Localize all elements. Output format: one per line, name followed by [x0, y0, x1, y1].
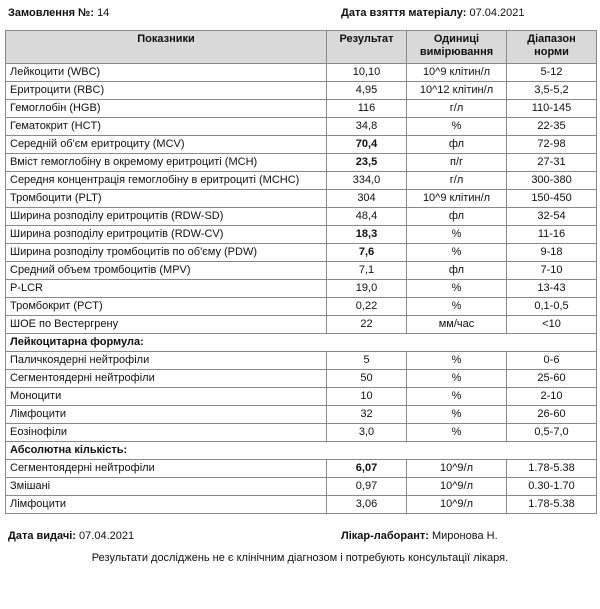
range-cell: 150-450	[507, 190, 597, 208]
range-cell: 9-18	[507, 244, 597, 262]
table-row	[6, 352, 597, 370]
result-cell: 32	[327, 406, 407, 424]
table-row	[6, 370, 597, 388]
result-cell: 18,3	[327, 226, 407, 244]
section-title: Абсолютна кількість:	[6, 442, 597, 460]
range-cell: 1.78-5.38	[507, 496, 597, 514]
range-cell: 0-6	[507, 352, 597, 370]
issue-date-label: Дата видачі:	[8, 530, 76, 542]
sample-date-info	[341, 7, 525, 19]
table-row	[6, 244, 597, 262]
result-cell: 5	[327, 352, 407, 370]
result-cell: 22	[327, 316, 407, 334]
range-cell: 5-12	[507, 64, 597, 82]
unit-cell: фл	[407, 262, 507, 280]
unit-cell: 10^9/л	[407, 478, 507, 496]
range-cell: 13-43	[507, 280, 597, 298]
unit-cell: %	[407, 280, 507, 298]
section-leukocyte-formula	[6, 334, 597, 352]
param-name-cell: Ширина розподілу тромбоцитів по об'єму (PDW)	[6, 244, 327, 262]
param-name-cell: Тромбоцити (PLT)	[6, 190, 327, 208]
param-name-cell: Гематокрит (HCT)	[6, 118, 327, 136]
range-cell: 25-60	[507, 370, 597, 388]
param-name-cell: Ширина розподілу еритроцитів (RDW-SD)	[6, 208, 327, 226]
result-cell: 48,4	[327, 208, 407, 226]
result-cell: 7,1	[327, 262, 407, 280]
result-cell: 19,0	[327, 280, 407, 298]
param-name-cell: Сегментоядерні нейтрофіли	[6, 370, 327, 388]
result-cell: 0,22	[327, 298, 407, 316]
sample-date-label: Дата взяття матеріалу:	[341, 7, 467, 19]
unit-cell: %	[407, 388, 507, 406]
param-name-cell: Ширина розподілу еритроцитів (RDW-CV)	[6, 226, 327, 244]
result-cell: 304	[327, 190, 407, 208]
range-cell: 32-54	[507, 208, 597, 226]
result-cell: 334,0	[327, 172, 407, 190]
param-name-cell: Лімфоцити	[6, 496, 327, 514]
table-row	[6, 82, 597, 100]
result-cell: 3,0	[327, 424, 407, 442]
result-cell: 50	[327, 370, 407, 388]
sample-date-value: 07.04.2021	[469, 7, 525, 19]
lab-technician-info	[341, 530, 498, 542]
table-row	[6, 496, 597, 514]
table-row	[6, 136, 597, 154]
result-cell: 10,10	[327, 64, 407, 82]
table-row	[6, 100, 597, 118]
range-cell: 300-380	[507, 172, 597, 190]
results-body	[6, 64, 597, 514]
order-number: 14	[97, 7, 110, 19]
results-table	[5, 30, 597, 514]
param-name-cell: Середній об'єм еритроциту (MCV)	[6, 136, 327, 154]
param-name-cell: Средний объем тромбоцитів (MPV)	[6, 262, 327, 280]
col-header-unit: Одиниці вимірювання	[407, 31, 507, 64]
param-name-cell: Сегментоядерні нейтрофіли	[6, 460, 327, 478]
range-cell: <10	[507, 316, 597, 334]
result-cell: 4,95	[327, 82, 407, 100]
table-row	[6, 406, 597, 424]
table-row	[6, 118, 597, 136]
table-row	[6, 478, 597, 496]
param-name-cell: Моноцити	[6, 388, 327, 406]
table-row	[6, 190, 597, 208]
unit-cell: %	[407, 226, 507, 244]
table-header-row	[6, 31, 597, 64]
table-row	[6, 460, 597, 478]
report-footer	[8, 530, 592, 546]
unit-cell: 10^9/л	[407, 460, 507, 478]
section-absolute-count	[6, 442, 597, 460]
result-cell: 10	[327, 388, 407, 406]
result-cell: 34,8	[327, 118, 407, 136]
unit-cell: 10^9 клітин/л	[407, 190, 507, 208]
result-cell: 70,4	[327, 136, 407, 154]
param-name-cell: Вміст гемоглобіну в окремому еритроциті (MCH)	[6, 154, 327, 172]
section-title: Лейкоцитарна формула:	[6, 334, 597, 352]
lab-technician-name: Миронова Н.	[432, 530, 498, 542]
result-cell: 3,06	[327, 496, 407, 514]
range-cell: 7-10	[507, 262, 597, 280]
issue-date-info	[8, 530, 134, 542]
range-cell: 22-35	[507, 118, 597, 136]
range-cell: 27-31	[507, 154, 597, 172]
range-cell: 11-16	[507, 226, 597, 244]
order-info	[8, 7, 109, 19]
range-cell: 0,1-0,5	[507, 298, 597, 316]
unit-cell: г/л	[407, 100, 507, 118]
param-name-cell: Змішані	[6, 478, 327, 496]
param-name-cell: Лімфоцити	[6, 406, 327, 424]
col-header-parameter: Показники	[6, 31, 327, 64]
unit-cell: %	[407, 298, 507, 316]
table-row	[6, 226, 597, 244]
table-row	[6, 64, 597, 82]
result-cell: 0,97	[327, 478, 407, 496]
unit-cell: фл	[407, 136, 507, 154]
result-cell: 7,6	[327, 244, 407, 262]
report-header	[8, 7, 592, 23]
param-name-cell: Паличкоядерні нейтрофіли	[6, 352, 327, 370]
col-header-range: Діапазон норми	[507, 31, 597, 64]
range-cell: 0,5-7,0	[507, 424, 597, 442]
lab-technician-label: Лікар-лаборант:	[341, 530, 429, 542]
unit-cell: %	[407, 370, 507, 388]
param-name-cell: Тромбокрит (PCT)	[6, 298, 327, 316]
unit-cell: %	[407, 406, 507, 424]
table-row	[6, 316, 597, 334]
unit-cell: %	[407, 424, 507, 442]
unit-cell: г/л	[407, 172, 507, 190]
range-cell: 0.30-1.70	[507, 478, 597, 496]
disclaimer-text: Результати досліджень не є клінічним діагнозом і потребують консультації лікаря.	[91, 552, 509, 564]
range-cell: 110-145	[507, 100, 597, 118]
unit-cell: фл	[407, 208, 507, 226]
unit-cell: %	[407, 352, 507, 370]
unit-cell: 10^12 клітин/л	[407, 82, 507, 100]
param-name-cell: Еритроцити (RBC)	[6, 82, 327, 100]
unit-cell: мм/час	[407, 316, 507, 334]
table-row	[6, 388, 597, 406]
unit-cell: %	[407, 244, 507, 262]
unit-cell: 10^9/л	[407, 496, 507, 514]
table-row	[6, 154, 597, 172]
range-cell: 3,5-5,2	[507, 82, 597, 100]
col-header-result: Результат	[327, 31, 407, 64]
range-cell: 1.78-5.38	[507, 460, 597, 478]
unit-cell: п/г	[407, 154, 507, 172]
table-row	[6, 298, 597, 316]
result-cell: 23,5	[327, 154, 407, 172]
param-name-cell: Еозінофіли	[6, 424, 327, 442]
issue-date-value: 07.04.2021	[79, 530, 135, 542]
param-name-cell: P-LCR	[6, 280, 327, 298]
table-row	[6, 262, 597, 280]
unit-cell: 10^9 клітин/л	[407, 64, 507, 82]
unit-cell: %	[407, 118, 507, 136]
table-row	[6, 280, 597, 298]
param-name-cell: Гемоглобін (HGB)	[6, 100, 327, 118]
order-label: Замовлення №:	[8, 7, 94, 19]
table-row	[6, 424, 597, 442]
param-name-cell: Лейкоцити (WBC)	[6, 64, 327, 82]
range-cell: 2-10	[507, 388, 597, 406]
range-cell: 26-60	[507, 406, 597, 424]
table-row	[6, 172, 597, 190]
param-name-cell: ШОЕ по Вестергрену	[6, 316, 327, 334]
result-cell: 116	[327, 100, 407, 118]
param-name-cell: Середня концентрація гемоглобіну в еритроциті (MCHC)	[6, 172, 327, 190]
range-cell: 72-98	[507, 136, 597, 154]
result-cell: 6,07	[327, 460, 407, 478]
table-row	[6, 208, 597, 226]
